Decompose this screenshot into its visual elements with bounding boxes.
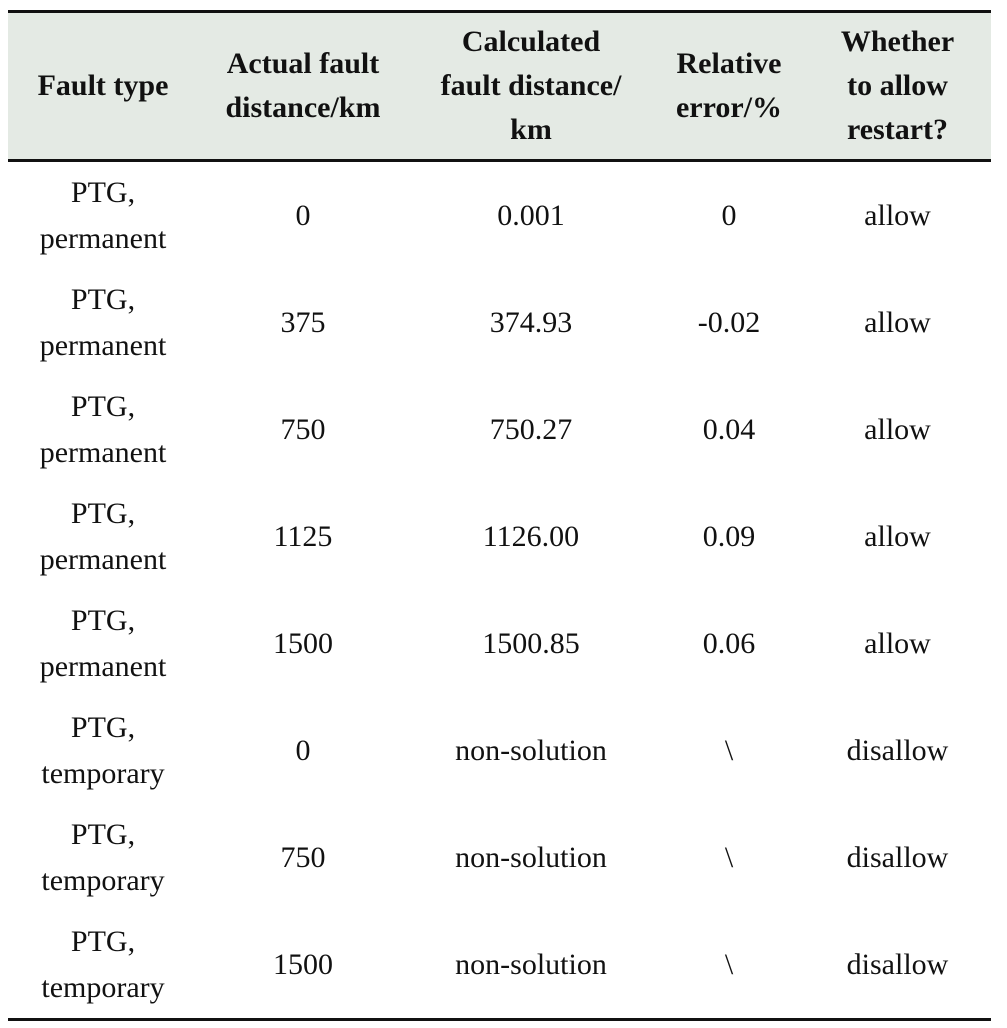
calculated-distance-cell: 1500.85 (482, 626, 580, 660)
restart-cell: allow (864, 626, 931, 660)
calculated-distance-cell: 0.001 (497, 198, 565, 232)
table-row (8, 590, 991, 697)
fault-type-line-1: PTG, (70, 710, 136, 744)
table-row (8, 911, 991, 1020)
table-row (8, 804, 991, 911)
table-row (8, 697, 991, 804)
header-restart-allowed-line-3: restart? (846, 113, 949, 146)
relative-error-cell: 0.04 (702, 412, 756, 446)
relative-error-cell: -0.02 (697, 305, 761, 339)
header-row (8, 12, 991, 161)
calculated-distance-cell: 750.27 (489, 412, 573, 446)
restart-cell: allow (864, 519, 931, 553)
header-calculated-distance-line-2: fault distance/ (440, 69, 622, 102)
restart-cell: allow (864, 198, 931, 232)
fault-type-line-1: PTG, (70, 496, 136, 530)
actual-distance-cell: 0 (295, 198, 311, 232)
calculated-distance-cell: non-solution (455, 733, 607, 767)
fault-location-table-container (8, 10, 991, 1021)
header-restart-allowed-line-1: Whether (840, 25, 955, 58)
fault-type-line-1: PTG, (70, 282, 136, 316)
relative-error-cell: \ (724, 840, 734, 874)
fault-type-cell (8, 483, 198, 590)
actual-distance-cell: 1500 (273, 626, 333, 660)
fault-type-line-2: permanent (39, 435, 167, 469)
fault-type-line-2: permanent (39, 328, 167, 362)
fault-type-line-2: temporary (41, 970, 165, 1004)
fault-type-cell (8, 590, 198, 697)
actual-distance-cell: 750 (280, 840, 326, 874)
table-body (8, 161, 991, 1020)
fault-type-line-1: PTG, (70, 389, 136, 423)
restart-cell: allow (864, 305, 931, 339)
header-calculated-distance-line-3: km (510, 113, 552, 146)
relative-error-cell: \ (724, 733, 734, 767)
fault-type-cell (8, 911, 198, 1020)
fault-type-cell (8, 376, 198, 483)
header-fault-type-line-1: Fault type (37, 69, 169, 102)
header-actual-distance-line-1: Actual fault (226, 47, 380, 80)
relative-error-cell: 0.09 (702, 519, 756, 553)
fault-type-cell (8, 269, 198, 376)
fault-type-cell (8, 161, 198, 270)
header-restart-allowed (804, 12, 991, 161)
table-row (8, 376, 991, 483)
header-relative-error-line-2: error/% (675, 91, 783, 124)
fault-type-line-1: PTG, (70, 924, 136, 958)
fault-type-line-2: permanent (39, 542, 167, 576)
fault-type-line-1: PTG, (70, 603, 136, 637)
header-relative-error (654, 12, 804, 161)
fault-type-line-2: temporary (41, 756, 165, 790)
table-header (8, 12, 991, 161)
table-row (8, 483, 991, 590)
restart-cell: disallow (846, 733, 949, 767)
fault-type-line-2: temporary (41, 863, 165, 897)
relative-error-cell: 0 (721, 198, 737, 232)
calculated-distance-cell: non-solution (455, 840, 607, 874)
table-row (8, 269, 991, 376)
actual-distance-cell: 1500 (273, 947, 333, 981)
restart-cell: disallow (846, 947, 949, 981)
actual-distance-cell: 750 (280, 412, 326, 446)
header-actual-distance-line-2: distance/km (225, 91, 381, 124)
restart-cell: disallow (846, 840, 949, 874)
restart-cell: allow (864, 412, 931, 446)
fault-type-cell (8, 804, 198, 911)
calculated-distance-cell: non-solution (455, 947, 607, 981)
fault-type-line-1: PTG, (70, 817, 136, 851)
header-calculated-distance-line-1: Calculated (461, 25, 601, 58)
actual-distance-cell: 375 (280, 305, 326, 339)
header-relative-error-line-1: Relative (676, 47, 782, 80)
table-row (8, 161, 991, 270)
fault-type-line-2: permanent (39, 221, 167, 255)
actual-distance-cell: 1125 (273, 519, 333, 553)
header-calculated-distance (408, 12, 654, 161)
relative-error-cell: \ (724, 947, 734, 981)
header-restart-allowed-line-2: to allow (847, 69, 948, 102)
fault-type-cell (8, 697, 198, 804)
actual-distance-cell: 0 (295, 733, 311, 767)
relative-error-cell: 0.06 (702, 626, 756, 660)
fault-type-line-1: PTG, (70, 175, 136, 209)
header-actual-distance (198, 12, 408, 161)
calculated-distance-cell: 1126.00 (482, 519, 580, 553)
header-fault-type (8, 12, 198, 161)
fault-location-table (8, 10, 991, 1021)
calculated-distance-cell: 374.93 (489, 305, 573, 339)
fault-type-line-2: permanent (39, 649, 167, 683)
